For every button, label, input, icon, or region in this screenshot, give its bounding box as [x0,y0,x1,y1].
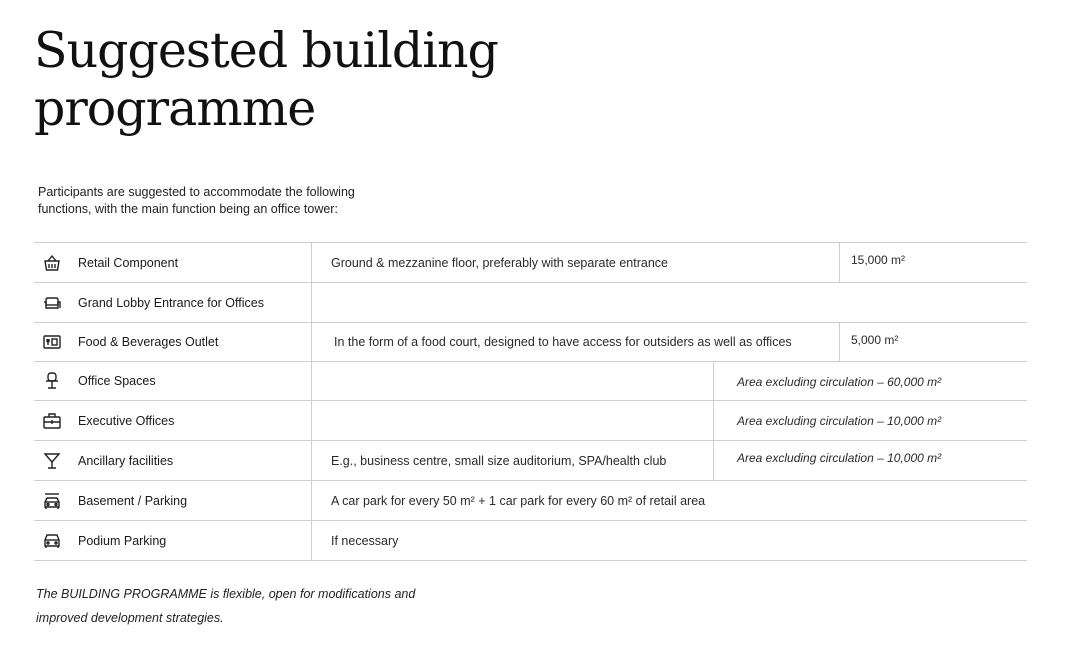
table-row [34,362,1027,401]
row-area: Area excluding circulation – 10,000 m² [737,414,942,428]
row-name: Retail Component [78,255,179,270]
row-area: 15,000 m² [851,253,906,267]
car-icon [40,521,64,560]
row-description: Ground & mezzanine floor, preferably with separate entrance [331,255,668,270]
table-row [34,323,1027,362]
row-description: In the form of a food court, designed to have access for outsiders as well as offices [334,335,792,349]
footer-note [36,582,456,630]
row-name: Basement / Parking [78,493,188,508]
footer-line2: improved development strategies. [36,611,224,625]
page-title-line1: Suggested building [34,22,498,79]
table-row [34,481,1027,521]
office-chair-icon [40,362,64,400]
table-row [34,401,1027,441]
row-name: Ancillary facilities [78,453,174,468]
row-name: Executive Offices [78,413,175,428]
table-row [34,243,1027,283]
row-area: Area excluding circulation – 10,000 m² [737,451,942,465]
table-row [34,521,1027,561]
page-title-line2: programme [34,80,316,137]
intro-text [38,184,418,218]
cocktail-glass-icon [40,441,64,480]
table-row [34,441,1027,481]
row-name: Grand Lobby Entrance for Offices [78,295,264,310]
shopping-basket-icon [40,243,64,282]
sofa-icon [40,283,64,322]
intro-line2: functions, with the main function being an office tower: [38,202,338,216]
row-description: If necessary [331,533,399,548]
row-name: Office Spaces [78,374,156,388]
row-name: Food & Beverages Outlet [78,335,219,349]
car-roof-icon [40,481,64,520]
row-name: Podium Parking [78,533,167,548]
programme-table [34,242,1027,561]
food-outlet-icon [40,323,64,361]
intro-line1: Participants are suggested to accommodate the following [38,185,355,199]
footer-line1: The BUILDING PROGRAMME is flexible, open for modifications and [36,587,416,601]
row-description: E.g., business centre, small size auditorium, SPA/health club [331,453,667,468]
briefcase-icon [40,401,64,440]
row-area: Area excluding circulation – 60,000 m² [737,375,942,389]
row-description: A car park for every 50 m² + 1 car park for every 60 m² of retail area [331,493,706,508]
row-area: 5,000 m² [851,333,899,347]
page-title [34,22,498,138]
table-row [34,283,1027,323]
